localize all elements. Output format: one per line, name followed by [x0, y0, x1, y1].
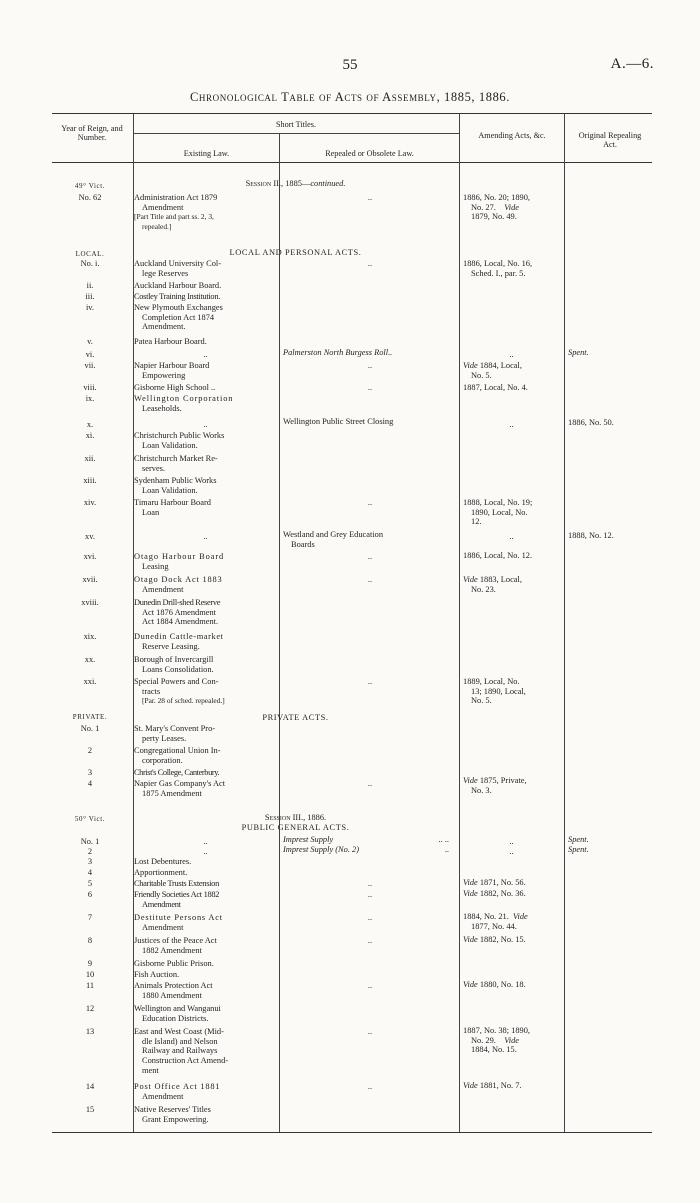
existing-law: Otago Dock Act 1883 Amendment	[134, 575, 223, 594]
short-titles-rule	[133, 133, 459, 134]
existing-law: New Plymouth Exchanges Completion Act 1874 Amendment.	[134, 303, 223, 332]
repealed-law: ..	[367, 1082, 373, 1091]
page-title: Chronological Table of Acts of Assembly, 1885, 1886.	[190, 90, 510, 104]
existing-law: Borough of Invercargill Loans Consolidation.	[134, 655, 214, 674]
existing-law: Christchurch Public Works Loan Validation.	[134, 431, 225, 450]
repealed-law: ..	[367, 193, 373, 202]
row-number: 2	[87, 847, 93, 856]
existing-law: Destitute Persons Act Amendment	[134, 913, 223, 932]
row-number: No. 62	[78, 193, 102, 202]
repealed-law: ..	[367, 981, 373, 990]
original-act: 1886, No. 50.	[568, 418, 614, 427]
amending-acts: 1888, Local, No. 19; 1890, Local, No. 12.	[463, 498, 533, 527]
existing-law: Costley Training Institution.	[134, 292, 220, 301]
row-number: ii.	[86, 281, 94, 290]
existing-law: Justices of the Peace Act 1882 Amendment	[134, 936, 217, 955]
repealed-law: ..	[367, 575, 373, 584]
existing-law: Timaru Harbour Board Loan	[134, 498, 211, 517]
existing-law: Auckland University Col- lege Reserves	[134, 259, 221, 278]
original-act: Spent.	[568, 845, 589, 854]
header-existing: Existing Law.	[183, 149, 230, 158]
table-top-rule	[52, 113, 652, 114]
header-bottom-rule	[52, 162, 652, 163]
amending-acts: ..	[509, 420, 514, 429]
amending-acts: Vide 1882, No. 36.	[463, 889, 526, 898]
repealed-law: ..	[367, 383, 373, 392]
existing-law: Native Reserves' Titles Grant Empowering.	[134, 1105, 211, 1124]
row-number: 13	[85, 1027, 95, 1036]
amending-acts: 1886, Local, No. 12.	[463, 551, 533, 560]
row-number: xiii.	[83, 476, 97, 485]
existing-law: St. Mary's Convent Pro- perty Leases.	[134, 724, 216, 743]
row-number: xi.	[85, 431, 95, 440]
original-act: Spent.	[568, 348, 589, 357]
row-number: No. 1	[80, 724, 100, 733]
col-divider-3	[459, 113, 460, 1132]
row-number: 4	[87, 779, 93, 788]
repealed-law: ..	[367, 879, 373, 888]
row-number: iii.	[85, 292, 95, 301]
row-number: 15	[85, 1105, 95, 1114]
repealed-law: ..	[367, 677, 373, 686]
session-heading: Session II., 1885—continued.	[245, 179, 346, 188]
existing-law: Otago Harbour Board Leasing	[134, 552, 225, 571]
existing-law: Christ's College, Canterbury.	[134, 768, 220, 777]
existing-law: Napier Gas Company's Act 1875 Amendment	[134, 779, 226, 798]
amending-acts: Vide 1882, No. 15.	[463, 935, 526, 944]
row-number: xv.	[85, 532, 95, 541]
repealed-law: ..	[367, 552, 373, 561]
row-number: xiv.	[83, 498, 97, 507]
row-number: 3	[87, 768, 93, 777]
row-number: 14	[85, 1082, 95, 1091]
existing-law: Administration Act 1879 Amendment [Part Title and part ss. 2, 3, repealed.]	[134, 193, 218, 232]
repealed-law: ..	[367, 259, 373, 268]
repealed-law: Imprest Supply .. ..	[283, 835, 449, 844]
header-short-titles: Short Titles.	[275, 120, 317, 129]
amending-acts: Vide 1880, No. 18.	[463, 980, 526, 989]
header-repealed: Repealed or Obsolete Law.	[325, 149, 414, 158]
row-number: 11	[85, 981, 95, 990]
existing-law: East and West Coast (Mid- dle Island) and Nelson Railway and Railways Construction Act Amend- ment	[134, 1027, 229, 1075]
repealed-law: ..	[367, 779, 373, 788]
repealed-law: ..	[367, 890, 373, 899]
reign-label: 49° Vict.	[74, 182, 106, 190]
existing-law: ..	[203, 532, 208, 541]
row-number: 7	[87, 913, 93, 922]
col-divider-2	[279, 133, 280, 1132]
row-number: 6	[87, 890, 93, 899]
repealed-law: Westland and Grey Education Boards	[283, 530, 384, 549]
amending-acts: 1886, No. 20; 1890, No. 27. Vide 1879, No. 49.	[463, 193, 530, 222]
header-original: Original Repealing Act.	[578, 131, 642, 150]
existing-law: ..	[203, 350, 208, 359]
existing-law: Animals Protection Act 1880 Amendment	[134, 981, 213, 1000]
row-number: xii.	[84, 454, 96, 463]
amending-acts: ..	[509, 350, 514, 359]
existing-law: Patea Harbour Board.	[134, 337, 207, 346]
repealed-law: ..	[367, 913, 373, 922]
section-heading: PUBLIC GENERAL ACTS.	[241, 823, 350, 832]
amending-acts: 1889, Local, No. 13; 1890, Local, No. 5.	[463, 677, 526, 706]
amending-acts: Vide 1883, Local, No. 23.	[463, 575, 522, 594]
existing-law: Dunedin Cattle-market Reserve Leasing.	[134, 632, 224, 651]
amending-acts: 1886, Local, No. 16, Sched. I., par. 5.	[463, 259, 533, 278]
existing-law: Napier Harbour Board Empowering	[134, 361, 210, 380]
reign-label: LOCAL.	[75, 250, 105, 258]
row-number: xix.	[83, 632, 97, 641]
page-number: 55	[342, 57, 358, 73]
row-number: iv.	[85, 303, 95, 312]
existing-law: Wellington and Wanganui Education Districts.	[134, 1004, 221, 1023]
existing-law: Apportionment.	[134, 868, 188, 877]
page-code: A.—6.	[610, 56, 654, 72]
row-number: 5	[87, 879, 93, 888]
original-act: Spent.	[568, 835, 589, 844]
row-number: xxi.	[83, 677, 97, 686]
row-number: xviii.	[81, 598, 99, 607]
col-divider-4	[564, 113, 565, 1132]
row-number: No. i.	[80, 259, 100, 268]
row-number: 12	[85, 1004, 95, 1013]
header-amending: Amending Acts, &c.	[478, 131, 546, 140]
repealed-law: Imprest Supply (No. 2) ..	[283, 845, 449, 854]
row-number: 3	[87, 857, 93, 866]
existing-law: Lost Debentures.	[134, 857, 192, 866]
amending-acts: ..	[509, 837, 514, 846]
amending-acts: 1884, No. 21. Vide 1877, No. 44.	[463, 912, 528, 931]
existing-law: Congregational Union In- corporation.	[134, 746, 221, 765]
row-number: No. 1	[80, 837, 100, 846]
amending-acts: Vide 1871, No. 56.	[463, 878, 526, 887]
row-number: x.	[86, 420, 94, 429]
row-number: 8	[87, 936, 93, 945]
existing-law: Sydenham Public Works Loan Validation.	[134, 476, 217, 495]
amending-acts: ..	[509, 847, 514, 856]
existing-law: Charitable Trusts Extension	[134, 879, 219, 888]
amending-acts: ..	[509, 532, 514, 541]
existing-law: Fish Auction.	[134, 970, 180, 979]
existing-law: Gisborne Public Prison.	[134, 959, 214, 968]
row-number: v.	[87, 337, 93, 346]
section-heading: PRIVATE ACTS.	[262, 713, 329, 722]
row-number: 9	[87, 959, 93, 968]
existing-law: Christchurch Market Re- serves.	[134, 454, 218, 473]
existing-law: Auckland Harbour Board.	[134, 281, 222, 290]
repealed-law: Palmerston North Burgess Roll..	[283, 348, 393, 357]
repealed-law: ..	[367, 936, 373, 945]
header-year: Year of Reign, and Number.	[61, 124, 123, 143]
reign-label: 50° Vict.	[74, 815, 106, 823]
row-number: vi.	[85, 350, 95, 359]
row-number: xx.	[84, 655, 96, 664]
table-bottom-rule	[52, 1132, 652, 1133]
row-number: ix.	[85, 394, 95, 403]
existing-law: ..	[203, 837, 208, 846]
existing-law: Wellington Corporation Leaseholds.	[134, 394, 234, 413]
reign-label: PRIVATE.	[72, 713, 108, 721]
existing-law: Dunedin Drill-shed Reserve Act 1876 Amendment Act 1884 Amendment.	[134, 598, 221, 627]
existing-law: Friendly Societies Act 1882 Amendment	[134, 890, 220, 909]
row-number: 10	[85, 970, 95, 979]
existing-law: Post Office Act 1881 Amendment	[134, 1082, 221, 1101]
original-act: 1888, No. 12.	[568, 531, 614, 540]
amending-acts: Vide 1884, Local, No. 5.	[463, 361, 522, 380]
row-number: 2	[87, 746, 93, 755]
session-heading: Session III., 1886.	[264, 813, 327, 822]
row-number: xvi.	[83, 552, 97, 561]
existing-law: Gisborne High School ..	[134, 383, 216, 392]
repealed-law: ..	[367, 498, 373, 507]
existing-law: ..	[203, 420, 208, 429]
row-number: viii.	[83, 383, 97, 392]
repealed-law: Wellington Public Street Closing	[283, 417, 394, 426]
existing-law: ..	[203, 847, 208, 856]
section-heading: LOCAL AND PERSONAL ACTS.	[229, 248, 362, 257]
amending-acts: 1887, Local, No. 4.	[463, 383, 528, 392]
existing-law: Special Powers and Con- tracts [Par. 28 of sched. repealed.]	[134, 677, 225, 706]
row-number: 4	[87, 868, 93, 877]
repealed-law: ..	[367, 361, 373, 370]
amending-acts: Vide 1875, Private, No. 3.	[463, 776, 527, 795]
repealed-law: ..	[367, 1027, 373, 1036]
row-number: xvii.	[82, 575, 98, 584]
amending-acts: 1887, No. 38; 1890, No. 29. Vide 1884, No. 15.	[463, 1026, 530, 1055]
amending-acts: Vide 1881, No. 7.	[463, 1081, 522, 1090]
row-number: vii.	[84, 361, 96, 370]
